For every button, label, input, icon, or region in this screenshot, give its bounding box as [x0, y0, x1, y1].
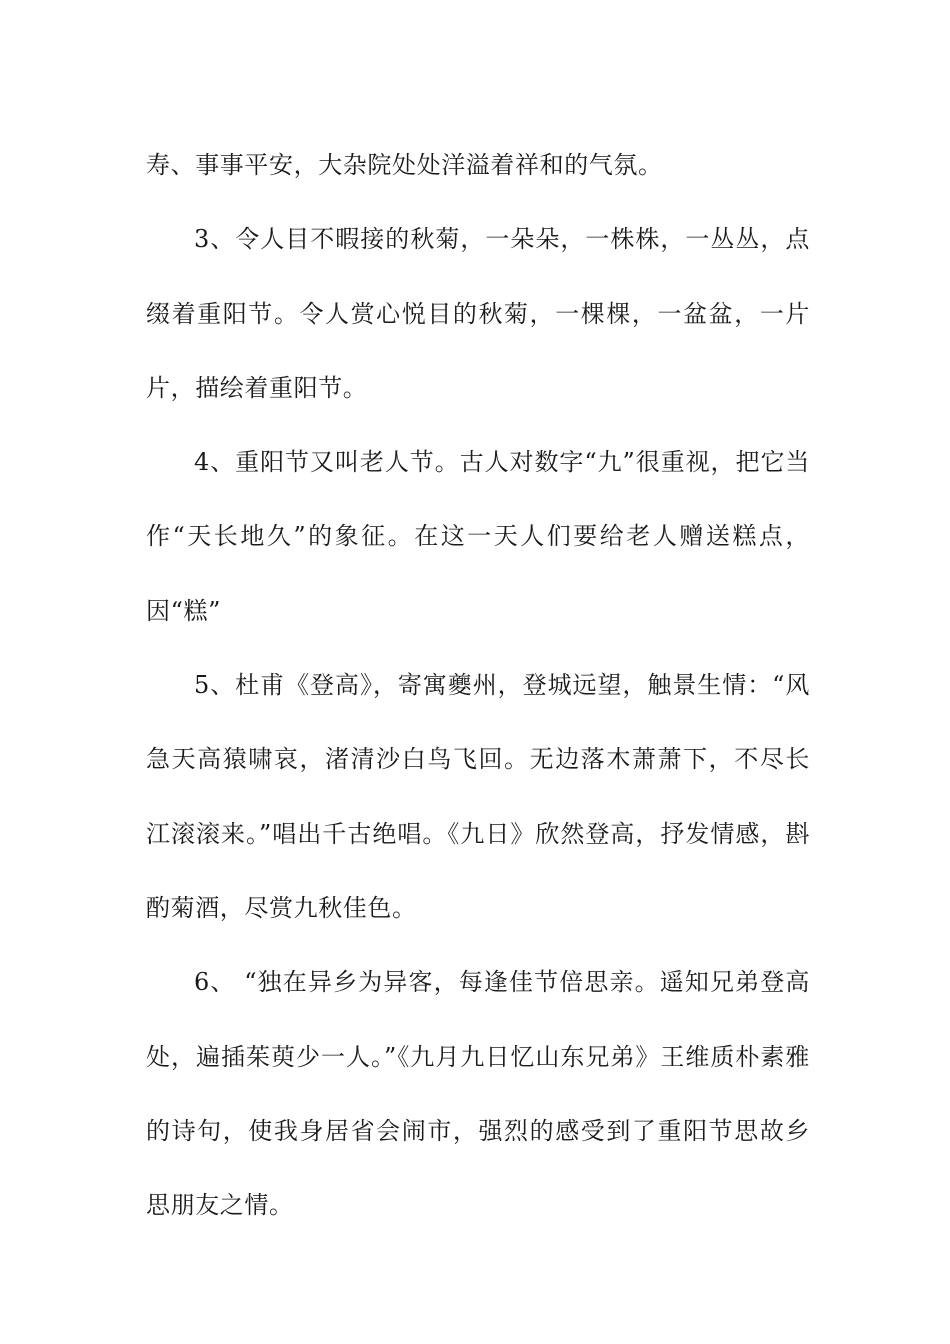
paragraph-continuation: 寿、事事平安，大杂院处处洋溢着祥和的气氛。 [146, 151, 663, 179]
paragraph-item-3: 3、令人目不暇接的秋菊，一朵朵，一株株，一丛丛，点缀着重阳节。令人赏心悦目的秋菊，一棵棵，一盆盆，一片片，描绘着重阳节。 [146, 225, 810, 402]
paragraph-item-4: 4、重阳节又叫老人节。古人对数字“九”很重视，把它当作“天长地久”的象征。在这一天人们要给老人赠送糕点，因“糕” [146, 448, 810, 625]
document-body [146, 128, 810, 1242]
paragraph-item-5: 5、杜甫《登高》，寄寓夔州，登城远望，触景生情：“风急天高猿啸哀，渚清沙白鸟飞回。无边落木萧萧下，不尽长江滚滚来。”唱出千古绝唱。《九日》欣然登高，抒发情感，斟酌菊酒，尽赏九秋佳色。 [146, 671, 810, 922]
paragraph-item-6: 6、 “独在异乡为异客，每逢佳节倍思亲。遥知兄弟登高处，遍插茱萸少一人。”《九月九日忆山东兄弟》王维质朴素雅的诗句，使我身居省会闹市，强烈的感受到了重阳节思故乡思朋友之情。 [146, 968, 810, 1220]
